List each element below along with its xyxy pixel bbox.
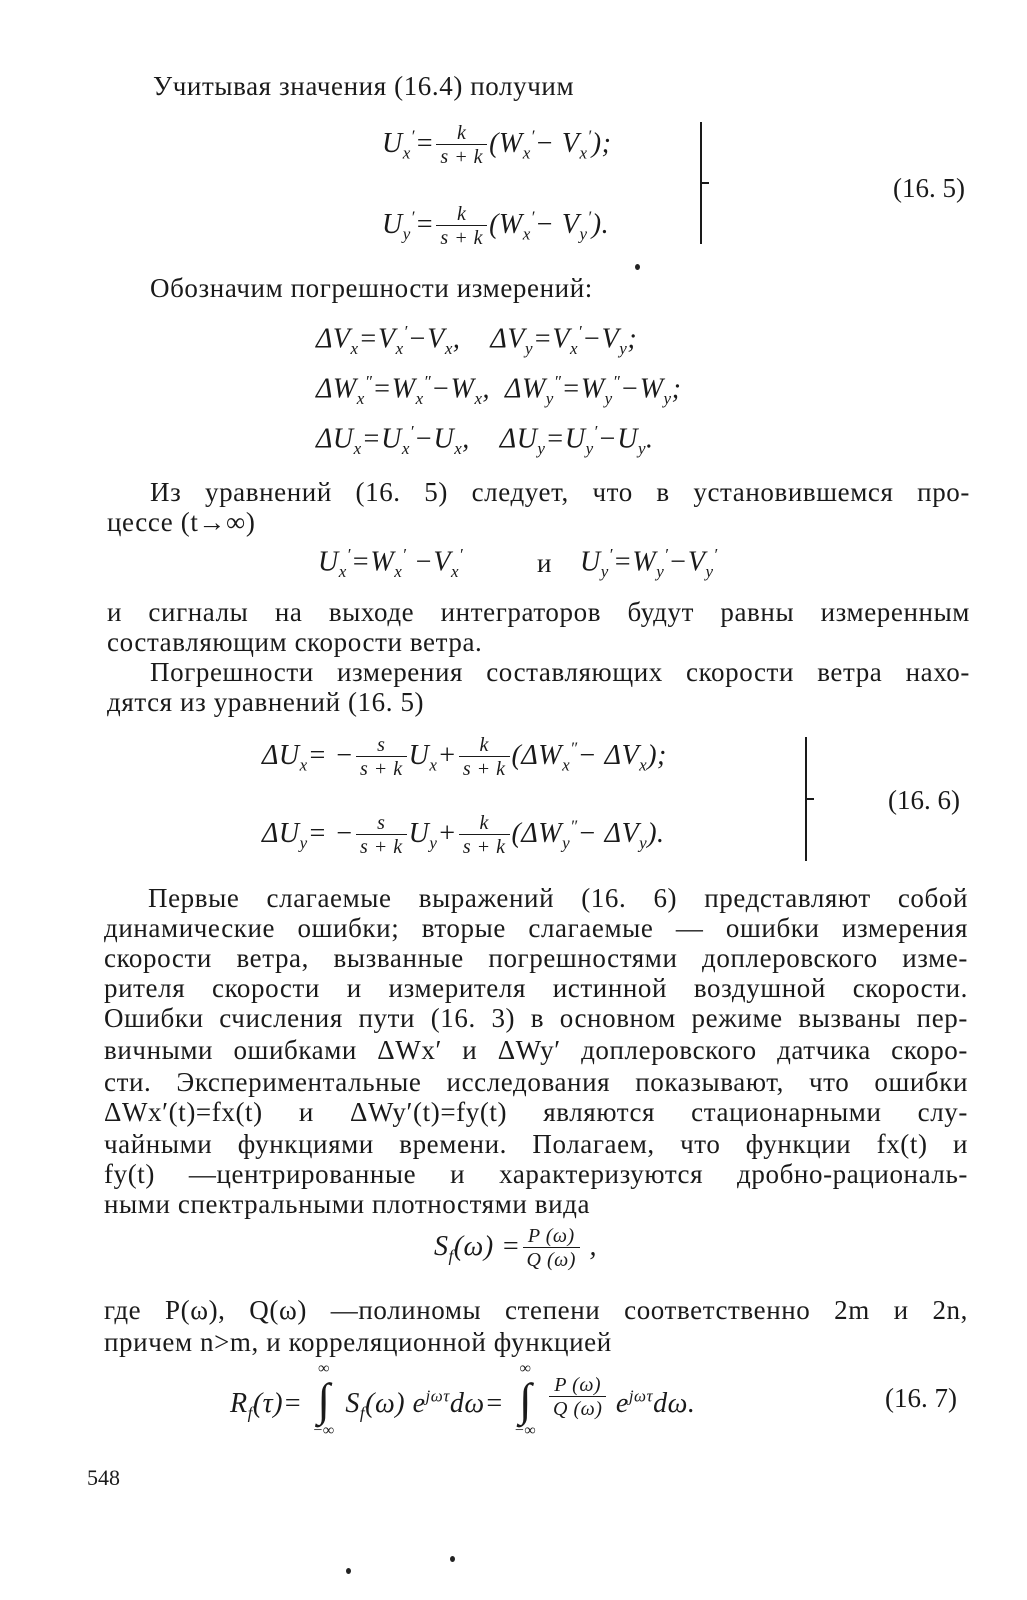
para4-line2: динамические ошибки; вторые слагаемые — ошибки измерения: [104, 913, 968, 943]
errors-line2: $\Delta W_x''=W_x''-W_x$, $\Delta W_y''=W_y''-W_y$;: [316, 372, 682, 408]
eq-16-6-line1: $\Delta U_x=$ − $\frac{s}{s + k}$ $U_x+$ $\frac{k}{s + k}$ $(\Delta W_x''- \Delta V_x)$;: [262, 734, 667, 780]
eq-16-7: $R_f(\tau)=$ ∞ ∫ −∞ $S_f(\omega)$ $e^{j\omega\tau}d\omega=$ ∞ ∫ −∞ $\frac{P (\omega)}{Q (\omega)}$ $e^{j\omega\tau}d\omega$.: [230, 1360, 696, 1439]
para4-line9: чайными функциями времени. Полагаем, что функции fx(t) и: [104, 1129, 968, 1159]
errors-line1: $\Delta V_x=V_x'-V_x$, $\Delta V_y=V_x'-V_y$;: [316, 322, 638, 358]
intro-text: Учитывая значения (16.4) получим: [153, 71, 575, 101]
para5-line1: где P(ω), Q(ω) —полиномы степени соответственно 2m и 2n,: [104, 1295, 968, 1325]
integral1-upper: ∞: [317, 1360, 330, 1377]
print-speck: [635, 264, 640, 270]
eq-16-7-denominator: Q (ω): [549, 1396, 606, 1421]
eq-16-6-line2: $\Delta U_y=$ − $\frac{s}{s + k}$ $U_y+$ $\frac{k}{s + k}$ $(\Delta W_y''- \Delta V_y)$.: [262, 812, 665, 858]
para4-line7: сти. Экспериментальные исследования показывают, что ошибки: [104, 1067, 968, 1097]
para4-line5: Ошибки счисления пути (16. 3) в основном режиме вызваны пер-: [104, 1003, 968, 1033]
integral2-upper: ∞: [519, 1360, 532, 1377]
eq-16-5-line1: $U_x'=$ $\frac{k}{s + k}$ $(W_x'- V_x')$;: [382, 122, 612, 168]
para4-line6: вичными ошибками ΔWx′ и ΔWy′ доплеровского датчика скоро-: [104, 1035, 968, 1065]
para4-line1: Первые слагаемые выражений (16. 6) представляют собой: [148, 883, 968, 913]
para3-line1: Погрешности измерения составляющих скорости ветра нахо-: [150, 657, 970, 687]
para2-line1: и сигналы на выходе интеграторов будут равны измеренным: [107, 597, 970, 627]
eq-16-5-line2: $U_y'=$ $\frac{k}{s + k}$ $(W_x'- V_y')$.: [382, 203, 610, 249]
eq-16-6-number: (16. 6): [888, 785, 960, 815]
para1-line2: цессе (t→∞): [107, 507, 256, 537]
integral1-sign: ∫: [317, 1374, 331, 1425]
para1-line1: Из уравнений (16. 5) следует, что в установившемся про-: [150, 477, 970, 507]
eq-16-7-numerator: P (ω): [554, 1374, 602, 1396]
eq-16-7-number: (16. 7): [885, 1383, 957, 1413]
errors-intro: Обозначим погрешности измерений:: [150, 273, 593, 303]
spectral-density-formula: $S_f(\omega)$ = $\frac{P (\omega)}{Q (\omega)}$ ,: [434, 1225, 597, 1271]
page-number: 548: [87, 1465, 120, 1490]
para4-line11: ными спектральными плотностями вида: [104, 1189, 591, 1219]
steady-right: $U_y'=W_y'-V_y'$: [580, 545, 718, 581]
para2-line2: составляющим скорости ветра.: [107, 627, 483, 657]
eq-16-5-brace: [690, 122, 702, 244]
integral1-lower: −∞: [313, 1422, 335, 1439]
print-speck: [346, 1568, 351, 1574]
errors-line3: $\Delta U_x=U_x'-U_x$, $\Delta U_y=U_y'-U_y$.: [316, 422, 654, 458]
para4-line4: рителя скорости и измерителя истинной воздушной скорости.: [104, 973, 968, 1003]
para4-line3: скорости ветра, вызванные погрешностями доплеровского изме-: [104, 943, 968, 973]
integral2-lower: −∞: [514, 1422, 537, 1439]
steady-left: $U_x'=W_x' -V_x'$: [318, 545, 464, 581]
integral2-sign: ∫: [518, 1374, 533, 1425]
eq-16-5-number: (16. 5): [893, 173, 965, 203]
steady-conj: и: [537, 548, 553, 578]
spectral-comma: ,: [589, 1230, 597, 1262]
para5-line2: причем n>m, и корреляционной функцией: [104, 1327, 612, 1357]
para4-line8: ΔWx′(t)=fx(t) и ΔWy′(t)=fy(t) являются стационарными слу-: [104, 1097, 968, 1127]
print-speck: [450, 1556, 455, 1562]
para3-line2: дятся из уравнений (16. 5): [107, 687, 425, 717]
spectral-numerator: P (ω): [527, 1225, 575, 1247]
para4-line10: fy(t) —центрированные и характеризуются дробно-рациональ-: [104, 1159, 968, 1189]
eq-16-6-brace: [795, 737, 807, 861]
spectral-denominator: Q (ω): [523, 1247, 580, 1272]
